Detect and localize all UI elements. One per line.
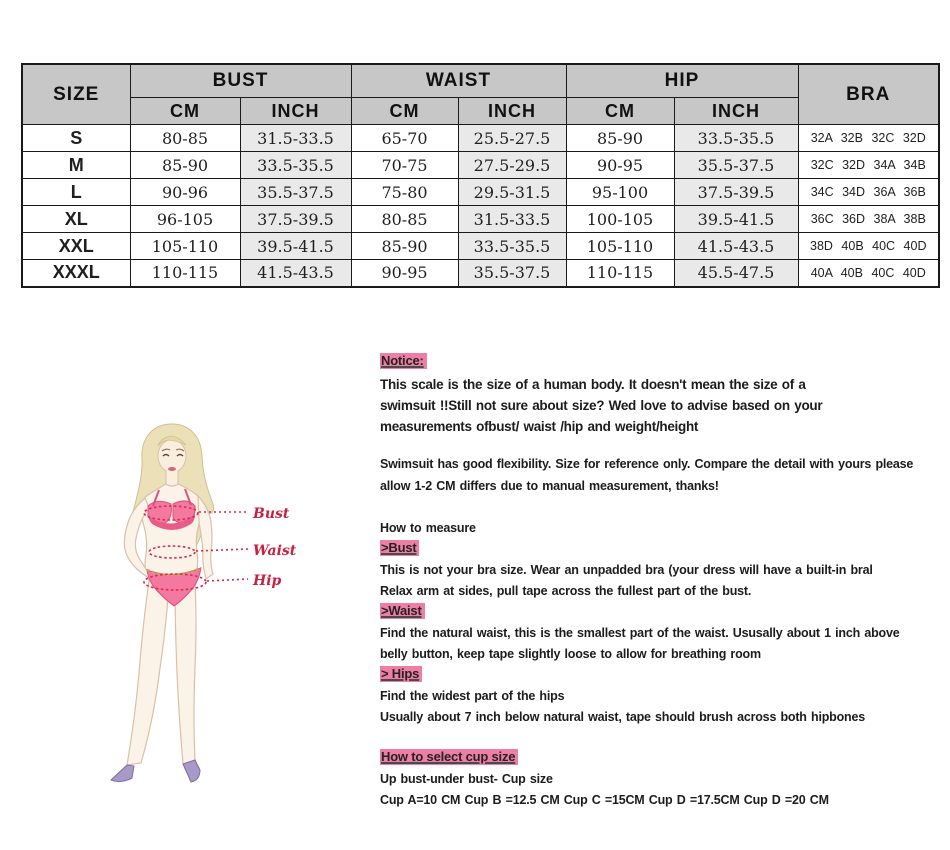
table-row-xxxl: [22, 260, 939, 287]
cup-guide-line: Up bust-under bust- Cup size: [380, 772, 553, 786]
waist-heading-label: >Waist: [380, 603, 425, 619]
bra-sizes: 40A 40B 40C 40D: [798, 260, 939, 287]
bust-inch: 35.5-37.5: [240, 179, 351, 206]
notice-paragraph: [380, 374, 822, 437]
header-hip: HIP: [566, 64, 798, 98]
bra-sizes: 38D 40B 40C 40D: [798, 233, 939, 260]
waist-inch: 35.5-37.5: [458, 260, 566, 287]
flexibility-line: Swimsuit has good flexibility. Size for reference only. Compare the detail with yours please: [380, 457, 914, 471]
cup-guide-heading: [380, 748, 518, 766]
table-row-m: [22, 152, 939, 179]
bust-cm: 105-110: [130, 233, 240, 260]
notice-line: measurements ofbust/ waist /hip and weight/height: [380, 419, 699, 434]
notice-heading: [380, 352, 427, 370]
size-chart-table: [21, 63, 940, 288]
hip-inch: 35.5-37.5: [674, 152, 798, 179]
bust-inch: 39.5-41.5: [240, 233, 351, 260]
header-size: SIZE: [22, 64, 130, 125]
flexibility-line: allow 1-2 CM differs due to manual measurement, thanks!: [380, 479, 719, 493]
hip-inch: 45.5-47.5: [674, 260, 798, 287]
size-label: XXXL: [22, 260, 130, 287]
waist-line: Find the natural waist, this is the smallest part of the waist. Ususally about 1 inch above: [380, 626, 900, 640]
waist-cm: 70-75: [351, 152, 458, 179]
cup-guide-line: Cup A=10 CM Cup B =12.5 CM Cup C =15CM Cup D =17.5CM Cup D =20 CM: [380, 793, 829, 807]
notice-line: swimsuit !!Still not sure about size? Wed love to advise based on your: [380, 398, 823, 413]
bust-line: Relax arm at sides, pull tape across the fullest part of the bust.: [380, 584, 752, 598]
bust-inch: 33.5-35.5: [240, 152, 351, 179]
hip-cm: 95-100: [566, 179, 674, 206]
hips-line: Usually about 7 inch below natural waist, tape should brush across both hipbones: [380, 710, 865, 724]
bust-inch: 31.5-33.5: [240, 125, 351, 152]
waist-cm: 75-80: [351, 179, 458, 206]
bust-cm: 110-115: [130, 260, 240, 287]
size-label: XXL: [22, 233, 130, 260]
waist-section-text: [380, 623, 899, 665]
hip-inch: 39.5-41.5: [674, 206, 798, 233]
waist-cm: 65-70: [351, 125, 458, 152]
woman-sketch-illustration: [95, 418, 365, 816]
hips-section-text: [380, 686, 865, 728]
bust-line: This is not your bra size. Wear an unpadded bra (your dress will have a built-in bral: [380, 563, 873, 577]
bust-cm: 96-105: [130, 206, 240, 233]
waist-line: belly button, keep tape slightly loose to allow for breathing room: [380, 647, 761, 661]
bust-label: Bust: [253, 506, 290, 522]
cup-guide-heading-label: How to select cup size: [380, 749, 518, 765]
bust-section-text: [380, 560, 873, 602]
hip-inch: 41.5-43.5: [674, 233, 798, 260]
sizing-notes: [380, 352, 945, 822]
table-row-xl: [22, 206, 939, 233]
table-row-l: [22, 179, 939, 206]
hip-cm: 110-115: [566, 260, 674, 287]
bust-cm: 90-96: [130, 179, 240, 206]
how-to-measure-title: How to measure: [380, 521, 476, 535]
header-waist-inch: INCH: [458, 98, 566, 125]
waist-inch: 29.5-31.5: [458, 179, 566, 206]
waist-inch: 27.5-29.5: [458, 152, 566, 179]
bra-sizes: 32A 32B 32C 32D: [798, 125, 939, 152]
notice-heading-label: Notice:: [380, 353, 427, 369]
flexibility-note: [380, 453, 913, 497]
bust-cm: 80-85: [130, 125, 240, 152]
bust-cm: 85-90: [130, 152, 240, 179]
hip-cm: 85-90: [566, 125, 674, 152]
bust-inch: 37.5-39.5: [240, 206, 351, 233]
bra-sizes: 36C 36D 38A 38B: [798, 206, 939, 233]
size-label: S: [22, 125, 130, 152]
waist-section-heading: [380, 602, 425, 620]
header-hip-cm: CM: [566, 98, 674, 125]
hips-section-heading: [380, 665, 422, 683]
measurement-figure: [95, 418, 365, 816]
hips-line: Find the widest part of the hips: [380, 689, 565, 703]
hip-cm: 100-105: [566, 206, 674, 233]
hip-inch: 37.5-39.5: [674, 179, 798, 206]
hips-heading-label: > Hips: [380, 666, 422, 682]
cup-guide-text: [380, 769, 829, 811]
header-hip-inch: INCH: [674, 98, 798, 125]
bra-sizes: 34C 34D 36A 36B: [798, 179, 939, 206]
header-bust-cm: CM: [130, 98, 240, 125]
table-row-s: [22, 125, 939, 152]
header-bra: BRA: [798, 64, 939, 125]
hip-label: Hip: [253, 573, 282, 589]
hip-inch: 33.5-35.5: [674, 125, 798, 152]
header-bust: BUST: [130, 64, 351, 98]
bust-inch: 41.5-43.5: [240, 260, 351, 287]
waist-inch: 25.5-27.5: [458, 125, 566, 152]
hip-cm: 105-110: [566, 233, 674, 260]
bust-heading-label: >Bust: [380, 540, 419, 556]
size-label: XL: [22, 206, 130, 233]
header-waist: WAIST: [351, 64, 566, 98]
waist-label: Waist: [253, 543, 297, 559]
bra-sizes: 32C 32D 34A 34B: [798, 152, 939, 179]
header-waist-cm: CM: [351, 98, 458, 125]
waist-cm: 80-85: [351, 206, 458, 233]
waist-cm: 90-95: [351, 260, 458, 287]
waist-inch: 31.5-33.5: [458, 206, 566, 233]
size-label: M: [22, 152, 130, 179]
waist-cm: 85-90: [351, 233, 458, 260]
notice-line: This scale is the size of a human body. It doesn't mean the size of a: [380, 377, 806, 392]
waist-inch: 33.5-35.5: [458, 233, 566, 260]
bust-section-heading: [380, 539, 419, 557]
table-row-xxl: [22, 233, 939, 260]
size-label: L: [22, 179, 130, 206]
header-bust-inch: INCH: [240, 98, 351, 125]
hip-cm: 90-95: [566, 152, 674, 179]
